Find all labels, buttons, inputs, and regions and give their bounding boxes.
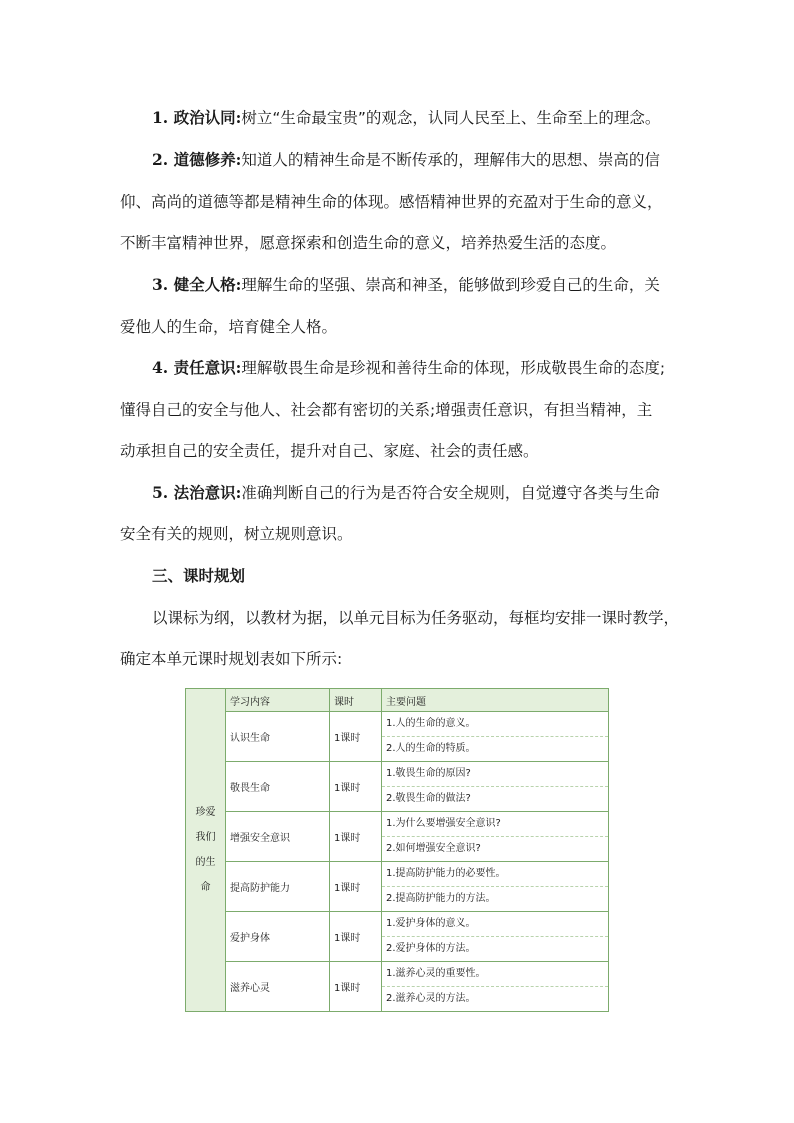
goal-2-label: 2. 道德修养: (152, 150, 242, 169)
goal-1-paragraph (120, 108, 680, 128)
goal-1-line-1: 树立“生命最宝贵”的观念，认同人民至上、生命至上的理念。 (241, 109, 661, 127)
goal-4-label: 4. 责任意识: (152, 358, 242, 377)
header-questions: 主要问题 (382, 689, 609, 712)
table-row (186, 962, 609, 1012)
row-content: 提高防护能力 (226, 862, 330, 912)
row-questions: 1.人的生命的意义。 2.人的生命的特质。 (382, 712, 609, 762)
goal-5-label-line (120, 483, 680, 503)
goal-2-line-3: 不断丰富精神世界，愿意探索和创造生命的意义，培养热爱生活的态度。 (120, 234, 617, 252)
row-hours: 1课时 (330, 812, 382, 862)
goal-2-line-2: 仰、高尚的道德等都是精神生命的体现。感悟精神世界的充盈对于生命的意义， (120, 193, 663, 211)
row-hours: 1课时 (330, 912, 382, 962)
row-hours: 1课时 (330, 712, 382, 762)
table-row (186, 712, 609, 762)
table-row (186, 812, 609, 862)
row-content: 敬畏生命 (226, 762, 330, 812)
goal-3-line-1: 理解生命的坚强、崇高和神圣，能够做到珍爱自己的生命，关 (241, 276, 660, 294)
row-content: 认识生命 (226, 712, 330, 762)
row-questions: 1.滋养心灵的重要性。 2.滋养心灵的方法。 (382, 962, 609, 1012)
intro-line-2: 确定本单元课时规划表如下所示: (120, 650, 343, 668)
goal-3-label-line (120, 275, 680, 295)
intro-line-1: 以课标为纲，以教材为据，以单元目标为任务驱动，每框均安排一课时教学， (152, 609, 680, 627)
goal-1-label: 1. 政治认同: (152, 108, 242, 127)
header-content: 学习内容 (226, 689, 330, 712)
goal-4-line-1: 理解敬畏生命是珍视和善待生命的体现，形成敬畏生命的态度; (241, 359, 666, 377)
row-content: 滋养心灵 (226, 962, 330, 1012)
goal-4-label-line (120, 358, 680, 378)
goal-4-line-3: 动承担自己的安全责任，提升对自己、家庭、社会的责任感。 (120, 442, 539, 460)
row-questions: 1.为什么要增强安全意识? 2.如何增强安全意识? (382, 812, 609, 862)
table-header-row (186, 689, 609, 712)
goal-5-line-2: 安全有关的规则，树立规则意识。 (120, 525, 353, 543)
unit-title-cell: 珍爱 我们 的生 命 (186, 689, 226, 1012)
goal-2-label-line (120, 150, 680, 170)
row-questions: 1.敬畏生命的原因? 2.敬畏生命的做法? (382, 762, 609, 812)
goal-3-line-2: 爱他人的生命，培育健全人格。 (120, 318, 338, 336)
row-questions: 1.爱护身体的意义。 2.爱护身体的方法。 (382, 912, 609, 962)
table-row (186, 912, 609, 962)
header-hours: 课时 (330, 689, 382, 712)
row-questions: 1.提高防护能力的必要性。 2.提高防护能力的方法。 (382, 862, 609, 912)
lesson-plan-table (185, 688, 609, 1012)
row-content: 增强安全意识 (226, 812, 330, 862)
row-content: 爱护身体 (226, 912, 330, 962)
row-hours: 1课时 (330, 762, 382, 812)
goal-4-line-2: 懂得自己的安全与他人、社会都有密切的关系;增强责任意识，有担当精神，主 (120, 401, 653, 419)
table-row (186, 862, 609, 912)
section-heading: 三、课时规划 (152, 567, 246, 585)
row-hours: 1课时 (330, 862, 382, 912)
row-hours: 1课时 (330, 962, 382, 1012)
goal-2-line-1: 知道人的精神生命是不断传承的，理解伟大的思想、崇高的信 (241, 151, 660, 169)
table-row (186, 762, 609, 812)
goal-3-label: 3. 健全人格: (152, 275, 242, 294)
goal-5-label: 5. 法治意识: (152, 483, 242, 502)
goal-5-line-1: 准确判断自己的行为是否符合安全规则，自觉遵守各类与生命 (241, 484, 660, 502)
